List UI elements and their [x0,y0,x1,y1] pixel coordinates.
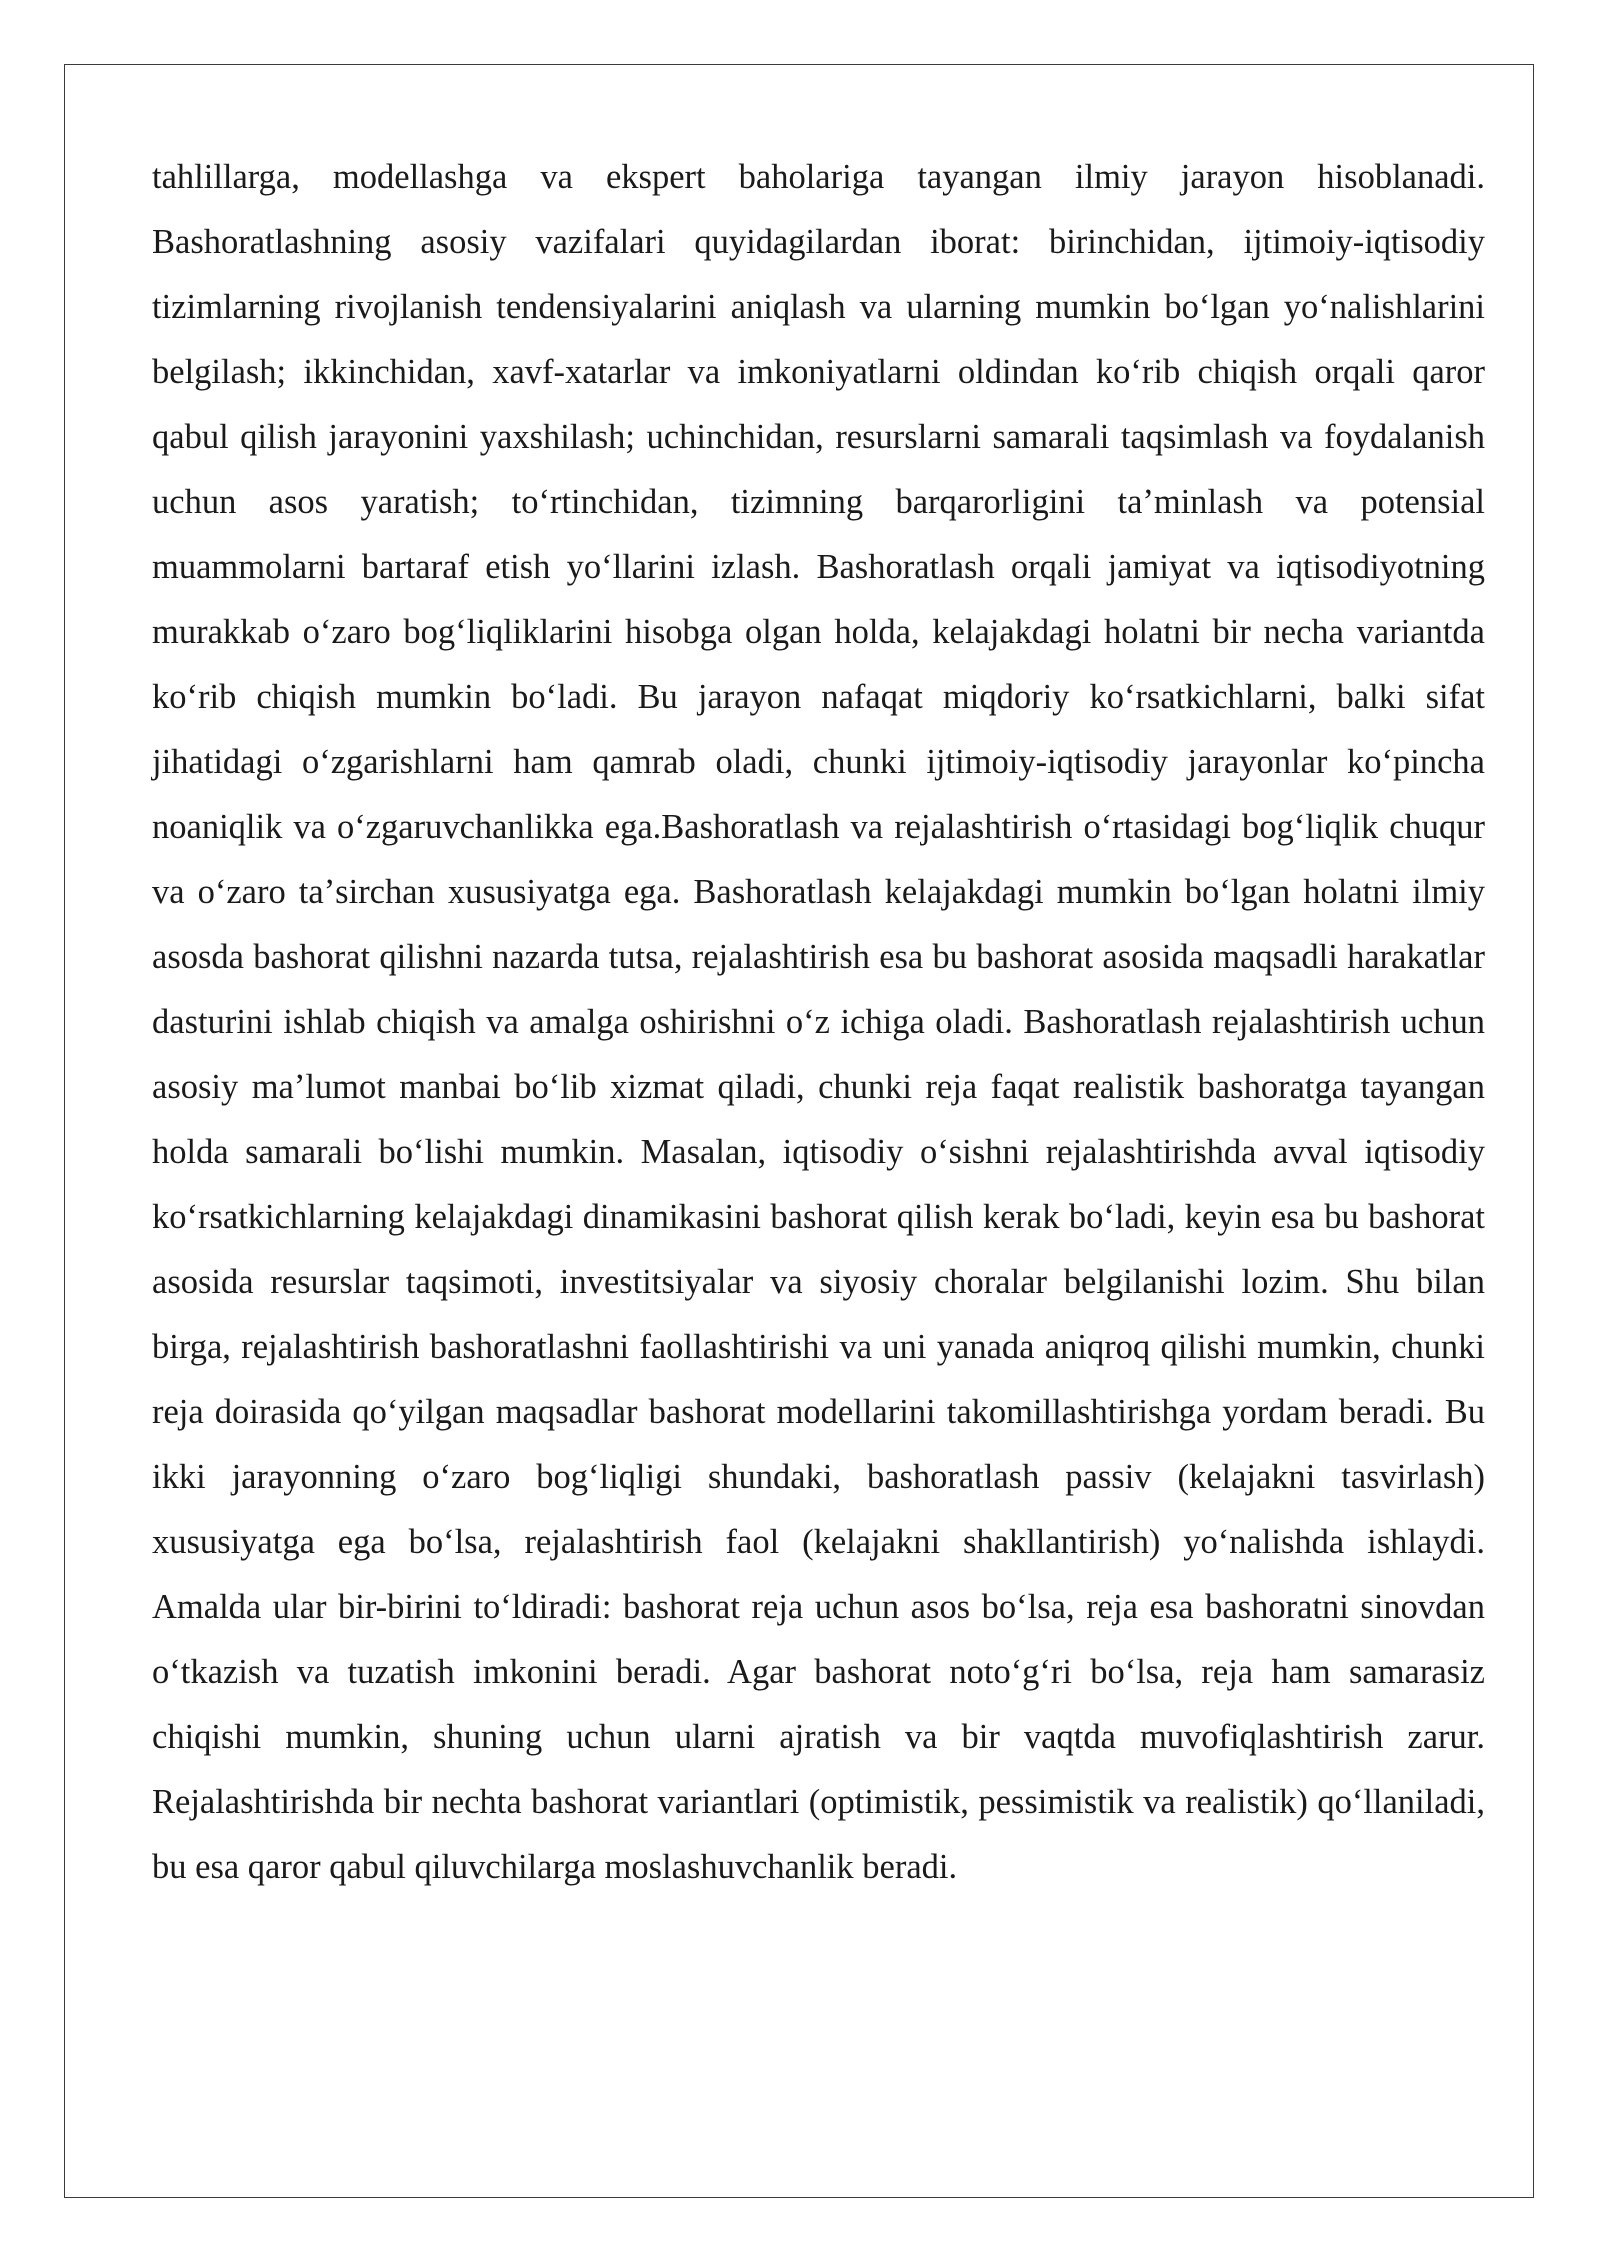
body-paragraph: tahlillarga, modellashga va ekspert baholariga tayangan ilmiy jarayon hisoblanadi. Bashoratlashning asosiy vazifalari quyidagilardan iborat: birinchidan, ijtimoiy-iqtisodiy tizimlarning rivojlanish tendensiyalarini aniqlash va ularning mumkin boʻlgan yoʻnalishlarini belgilash; ikkinchidan, xavf-xatarlar va imkoniyatlarni oldindan koʻrib chiqish orqali qaror qabul qilish jarayonini yaxshilash; uchinchidan, resurslarni samarali taqsimlash va foydalanish uchun asos yaratish; toʻrtinchidan, tizimning barqarorligini taʼminlash va potensial muammolarni bartaraf etish yoʻllarini izlash. Bashoratlash orqali jamiyat va iqtisodiyotning murakkab oʻzaro bogʻliqliklarini hisobga olgan holda, kelajakdagi holatni bir necha variantda koʻrib chiqish mumkin boʻladi. Bu jarayon nafaqat miqdoriy koʻrsatkichlarni, balki sifat jihatidagi oʻzgarishlarni ham qamrab oladi, chunki ijtimoiy-iqtisodiy jarayonlar koʻpincha noaniqlik va oʻzgaruvchanlikka ega.Bashoratlash va rejalashtirish oʻrtasidagi bogʻliqlik chuqur va oʻzaro taʼsirchan xususiyatga ega. Bashoratlash kelajakdagi mumkin boʻlgan holatni ilmiy asosda bashorat qilishni nazarda tutsa, rejalashtirish esa bu bashorat asosida maqsadli harakatlar dasturini ishlab chiqish va amalga oshirishni oʻz ichiga oladi. Bashoratlash rejalashtirish uchun asosiy maʼlumot manbai boʻlib xizmat qiladi, chunki reja faqat realistik bashoratga tayangan holda samarali boʻlishi mumkin. Masalan, iqtisodiy oʻsishni rejalashtirishda avval iqtisodiy koʻrsatkichlarning kelajakdagi dinamikasini bashorat qilish kerak boʻladi, keyin esa bu bashorat asosida resurslar taqsimoti, investitsiyalar va siyosiy choralar belgilanishi lozim. Shu bilan birga, rejalashtirish bashoratlashni faollashtirishi va uni yanada aniqroq qilishi mumkin, chunki reja doirasida qoʻyilgan maqsadlar bashorat modellarini takomillashtirishga yordam beradi. Bu ikki jarayonning oʻzaro bogʻliqligi shundaki, bashoratlash passiv (kelajakni tasvirlash) xususiyatga ega boʻlsa, rejalashtirish faol (kelajakni shakllantirish) yoʻnalishda ishlaydi. Amalda ular bir-birini toʻldiradi: bashorat reja uchun asos boʻlsa, reja esa bashoratni sinovdan oʻtkazish va tuzatish imkonini beradi. Agar bashorat notoʻgʻri boʻlsa, reja ham samarasiz chiqishi mumkin, shuning uchun ularni ajratish va bir vaqtda muvofiqlashtirish zarur. Rejalashtirishda bir nechta bashorat variantlari (optimistik, pessimistik va realistik) qoʻllaniladi, bu esa qaror qabul qiluvchilarga moslashuvchanlik beradi. [152,158,1485,1886]
